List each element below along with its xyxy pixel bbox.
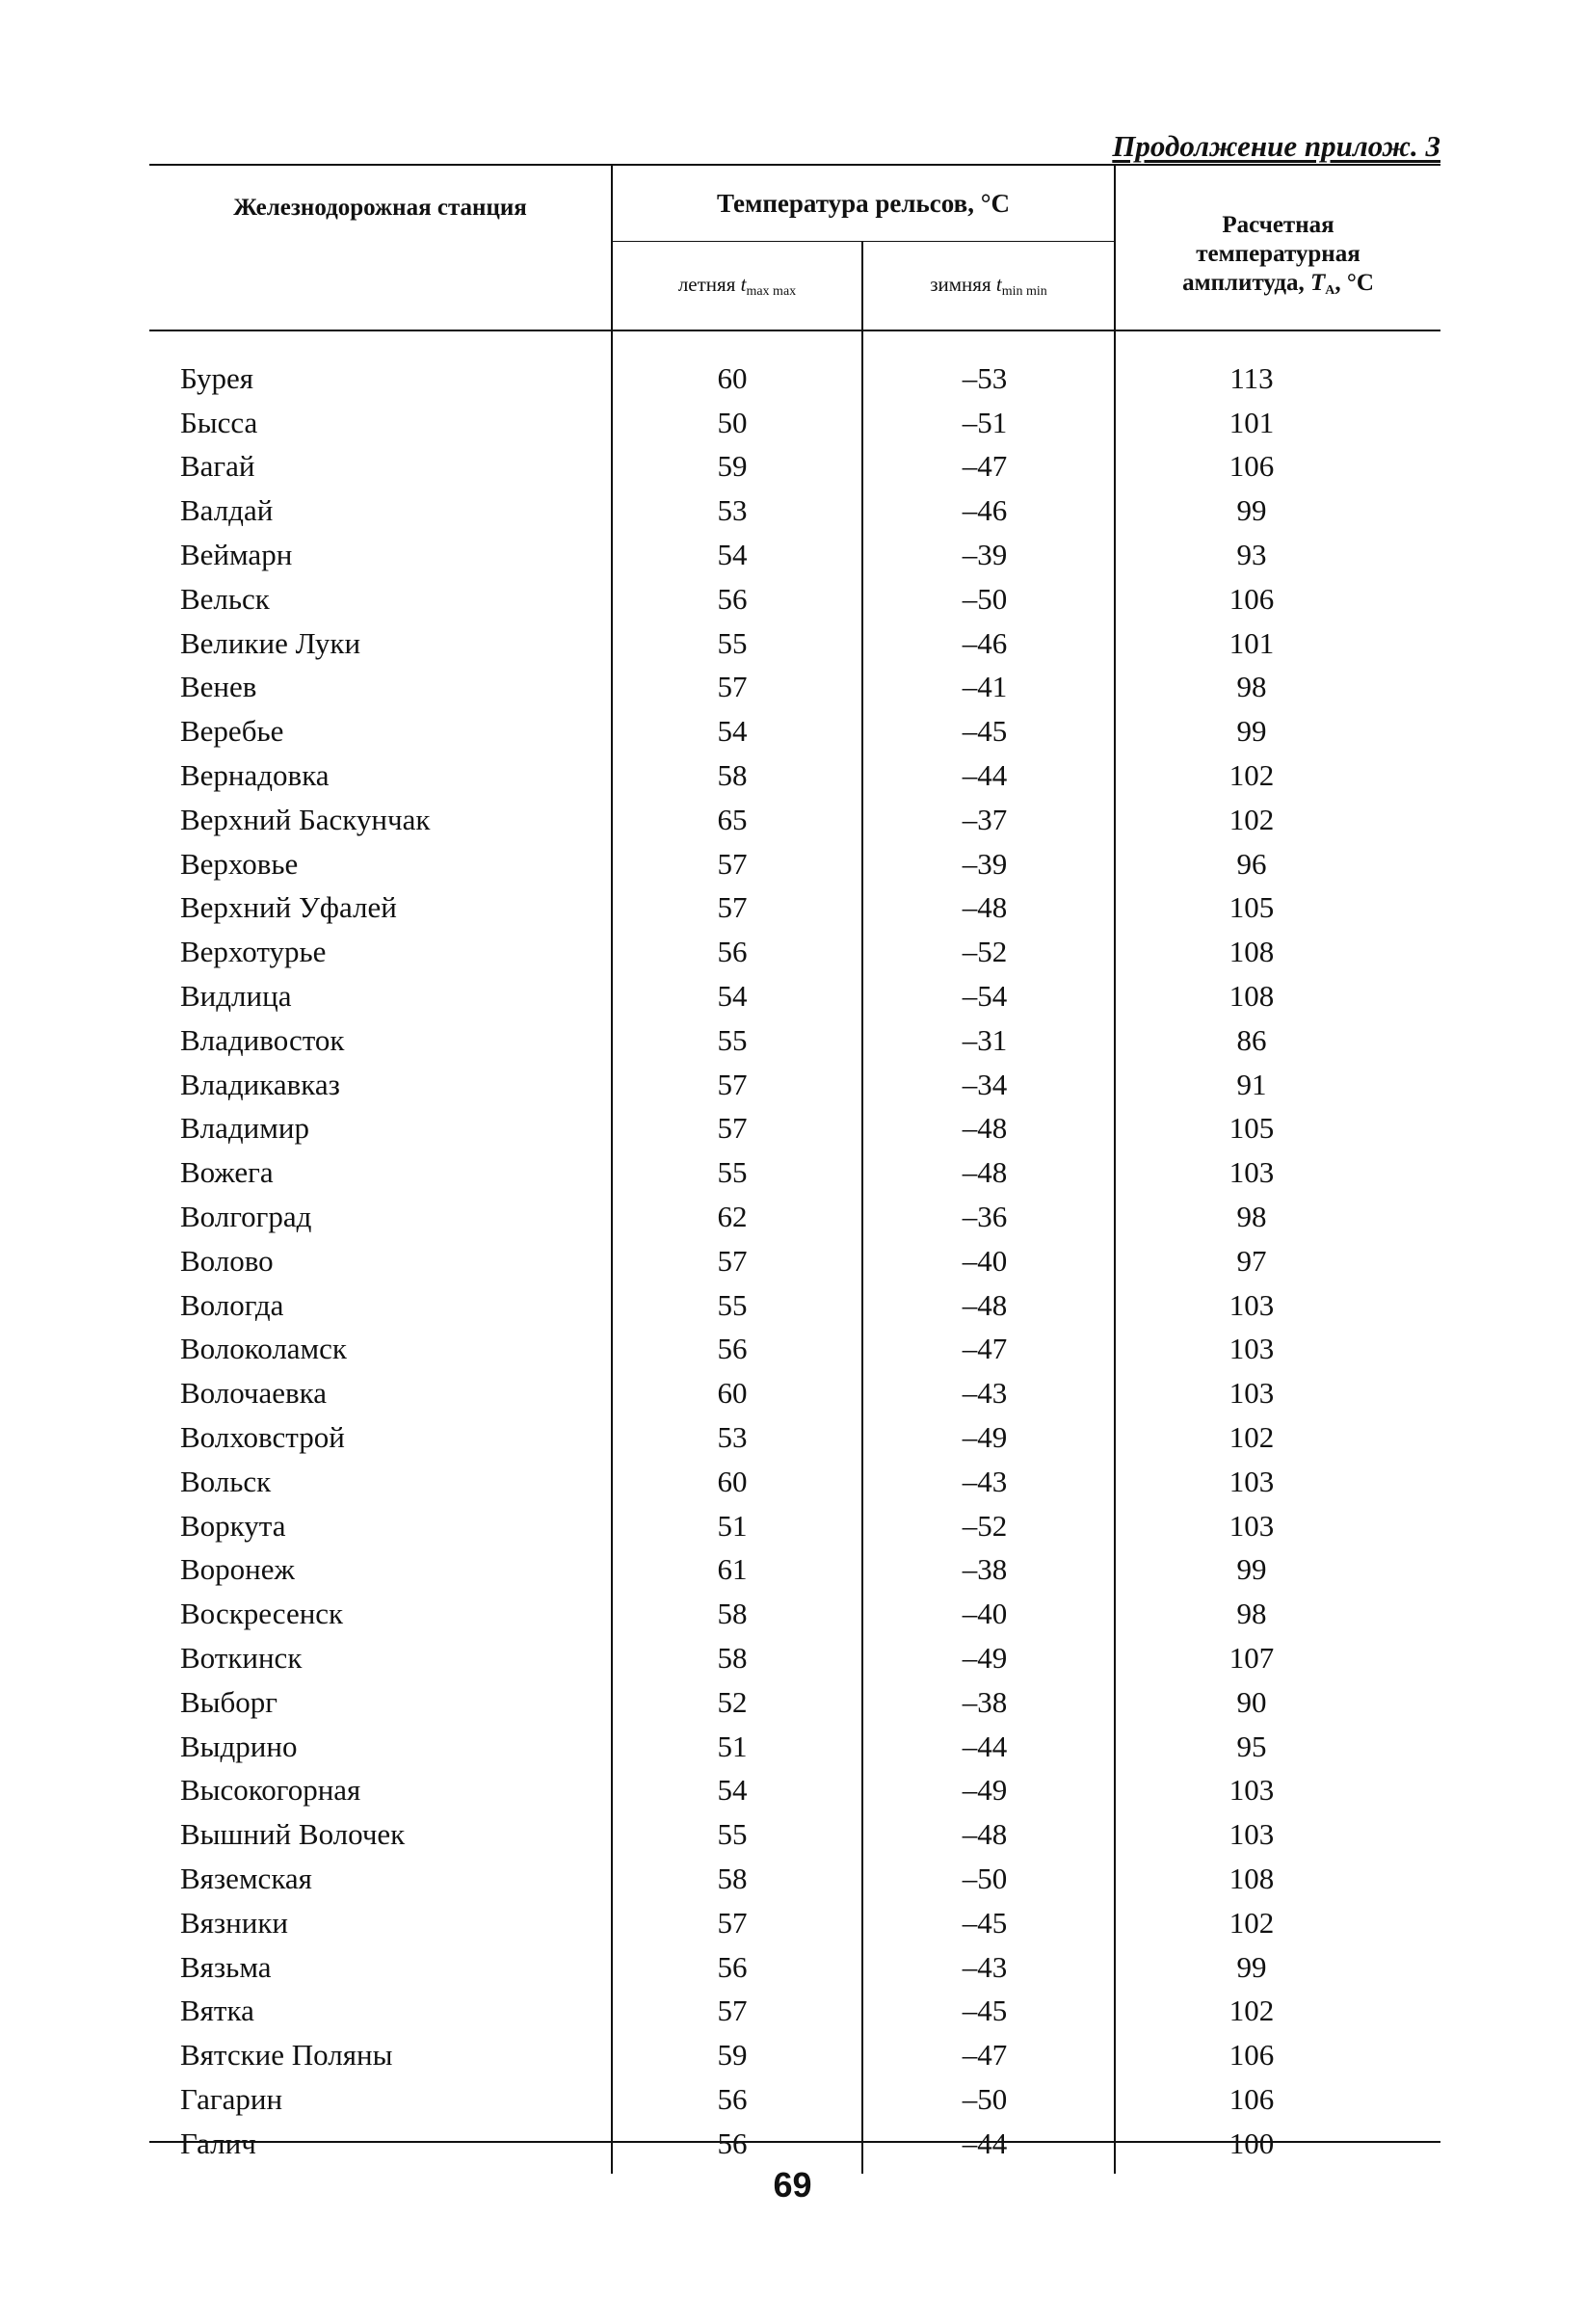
summer-temp-cell: 57 (612, 886, 862, 931)
table-row (149, 1415, 1440, 1460)
station-cell: Вятка (149, 1989, 612, 2033)
amplitude-cell: 105 (1228, 1111, 1275, 1146)
summer-temp-cell: 58 (612, 1636, 862, 1680)
amplitude-cell: 103 (1228, 1376, 1275, 1411)
winter-temp-cell: –48 (862, 886, 1115, 931)
summer-temp-cell: 57 (612, 1989, 862, 2033)
summer-temp-cell: 54 (612, 974, 862, 1018)
summer-temp-cell: 60 (612, 1371, 862, 1415)
table-row (149, 1460, 1440, 1504)
summer-temp-cell: 57 (612, 1239, 862, 1283)
winter-temp-cell: –31 (862, 1018, 1115, 1063)
table-row (149, 1636, 1440, 1680)
header-amplitude-unit: , °С (1334, 270, 1374, 296)
winter-temp-cell: –46 (862, 489, 1115, 533)
summer-temp-cell: 57 (612, 666, 862, 710)
amplitude-cell: 103 (1228, 1817, 1275, 1852)
winter-temp-cell: –50 (862, 1857, 1115, 1901)
table-row (149, 445, 1440, 489)
header-amplitude-line1: Расчетная (1222, 212, 1334, 238)
station-cell: Вышний Волочек (149, 1812, 612, 1857)
header-summer (612, 242, 862, 330)
table-row (149, 577, 1440, 621)
amplitude-cell: 113 (1229, 360, 1274, 395)
station-cell: Валдай (149, 489, 612, 533)
amplitude-cell: 102 (1228, 1905, 1275, 1940)
table-row (149, 1812, 1440, 1857)
station-cell: Воскресенск (149, 1592, 612, 1636)
summer-temp-cell: 56 (612, 2122, 862, 2174)
table-row (149, 974, 1440, 1018)
winter-temp-cell: –40 (862, 1592, 1115, 1636)
amplitude-cell: 102 (1228, 758, 1275, 793)
amplitude-cell: 103 (1228, 1155, 1275, 1190)
table-row (149, 1592, 1440, 1636)
station-cell: Венев (149, 666, 612, 710)
winter-temp-cell: –46 (862, 621, 1115, 666)
amplitude-cell: 95 (1236, 1729, 1267, 1763)
summer-temp-cell: 61 (612, 1548, 862, 1593)
station-cell: Верховье (149, 842, 612, 886)
winter-temp-cell: –53 (862, 357, 1115, 401)
winter-temp-cell: –39 (862, 842, 1115, 886)
amplitude-cell: 102 (1228, 802, 1275, 836)
winter-temp-cell: –49 (862, 1415, 1115, 1460)
summer-temp-cell: 62 (612, 1195, 862, 1239)
table-row (149, 1680, 1440, 1725)
table-row (149, 930, 1440, 974)
station-cell: Волховстрой (149, 1415, 612, 1460)
winter-temp-cell: –50 (862, 2077, 1115, 2122)
winter-temp-cell: –48 (862, 1283, 1115, 1328)
amplitude-cell: 98 (1236, 1597, 1267, 1631)
station-cell: Выборг (149, 1680, 612, 1725)
station-cell: Волочаевка (149, 1371, 612, 1415)
winter-temp-cell: –43 (862, 1460, 1115, 1504)
table-bottom-rule (149, 2141, 1440, 2143)
winter-temp-cell: –52 (862, 930, 1115, 974)
amplitude-cell: 91 (1236, 1067, 1267, 1101)
winter-temp-cell: –51 (862, 401, 1115, 445)
table-row (149, 357, 1440, 401)
amplitude-cell: 108 (1228, 1861, 1275, 1895)
amplitude-cell: 100 (1228, 2126, 1275, 2160)
summer-temp-cell: 55 (612, 1018, 862, 1063)
summer-temp-cell: 55 (612, 1283, 862, 1328)
station-cell: Вязники (149, 1901, 612, 1945)
summer-temp-cell: 58 (612, 753, 862, 798)
winter-temp-cell: –49 (862, 1636, 1115, 1680)
table-row (149, 1018, 1440, 1063)
amplitude-cell: 108 (1228, 935, 1275, 969)
amplitude-cell: 105 (1228, 890, 1275, 925)
header-amplitude-line2: температурная (1196, 241, 1360, 267)
winter-temp-cell: –48 (862, 1150, 1115, 1195)
winter-temp-cell: –34 (862, 1063, 1115, 1107)
station-cell: Видлица (149, 974, 612, 1018)
station-cell: Вольск (149, 1460, 612, 1504)
amplitude-cell: 98 (1236, 670, 1267, 704)
header-amplitude-symbol-sub: A (1325, 283, 1335, 298)
station-cell: Волгоград (149, 1195, 612, 1239)
winter-temp-cell: –36 (862, 1195, 1115, 1239)
station-cell: Веймарн (149, 533, 612, 577)
summer-temp-cell: 51 (612, 1725, 862, 1769)
summer-temp-cell: 58 (612, 1857, 862, 1901)
station-cell: Галич (149, 2122, 612, 2174)
summer-temp-cell: 60 (612, 357, 862, 401)
summer-temp-cell: 53 (612, 1415, 862, 1460)
page-number: 69 (773, 2165, 812, 2205)
summer-temp-cell: 56 (612, 930, 862, 974)
table-row (149, 1150, 1440, 1195)
station-cell: Владикавказ (149, 1063, 612, 1107)
amplitude-cell: 99 (1236, 714, 1267, 749)
station-cell: Бысса (149, 401, 612, 445)
table-row (149, 798, 1440, 842)
table-body (149, 330, 1440, 2174)
winter-temp-cell: –47 (862, 1328, 1115, 1372)
amplitude-cell: 90 (1236, 1684, 1267, 1719)
winter-temp-cell: –48 (862, 1107, 1115, 1151)
winter-temp-cell: –45 (862, 1901, 1115, 1945)
amplitude-cell: 103 (1228, 1287, 1275, 1322)
header-winter-symbol: t (995, 272, 1002, 296)
station-cell: Веребье (149, 709, 612, 753)
summer-temp-cell: 56 (612, 1945, 862, 1990)
amplitude-cell: 86 (1236, 1022, 1267, 1057)
winter-temp-cell: –41 (862, 666, 1115, 710)
table-row (149, 1239, 1440, 1283)
winter-temp-cell: –45 (862, 1989, 1115, 2033)
winter-temp-cell: –38 (862, 1680, 1115, 1725)
header-rail-temperature: Температура рельсов, °С (612, 165, 1115, 242)
header-amplitude (1115, 165, 1440, 330)
station-cell: Владивосток (149, 1018, 612, 1063)
winter-temp-cell: –44 (862, 753, 1115, 798)
winter-temp-cell: –40 (862, 1239, 1115, 1283)
summer-temp-cell: 57 (612, 1901, 862, 1945)
table-row (149, 1195, 1440, 1239)
summer-temp-cell: 59 (612, 2033, 862, 2077)
table-row (149, 1283, 1440, 1328)
amplitude-cell: 97 (1236, 1243, 1267, 1278)
summer-temp-cell: 55 (612, 1812, 862, 1857)
winter-temp-cell: –44 (862, 1725, 1115, 1769)
winter-temp-cell: –43 (862, 1371, 1115, 1415)
amplitude-cell: 106 (1228, 2038, 1275, 2073)
station-cell: Вагай (149, 445, 612, 489)
table-row (149, 533, 1440, 577)
amplitude-cell: 103 (1228, 1508, 1275, 1543)
header-summer-symbol: t (740, 272, 747, 296)
winter-temp-cell: –54 (862, 974, 1115, 1018)
winter-temp-cell: –47 (862, 2033, 1115, 2077)
summer-temp-cell: 54 (612, 533, 862, 577)
station-cell: Бурея (149, 357, 612, 401)
table-row (149, 489, 1440, 533)
amplitude-cell: 102 (1228, 1420, 1275, 1455)
amplitude-cell: 106 (1228, 449, 1275, 484)
amplitude-cell: 106 (1228, 2081, 1275, 2116)
table-row (149, 2077, 1440, 2122)
header-winter (862, 242, 1115, 330)
station-cell: Вернадовка (149, 753, 612, 798)
winter-temp-cell: –49 (862, 1769, 1115, 1813)
table-row (149, 666, 1440, 710)
amplitude-cell: 103 (1228, 1773, 1275, 1808)
amplitude-cell: 102 (1228, 1994, 1275, 2028)
summer-temp-cell: 51 (612, 1504, 862, 1548)
station-cell: Верхотурье (149, 930, 612, 974)
winter-temp-cell: –44 (862, 2122, 1115, 2174)
station-cell: Воткинск (149, 1636, 612, 1680)
station-cell: Волово (149, 1239, 612, 1283)
table-row (149, 1371, 1440, 1415)
header-amplitude-line3: амплитуда, (1182, 270, 1305, 296)
amplitude-cell: 108 (1228, 979, 1275, 1014)
table-row (149, 1901, 1440, 1945)
amplitude-cell: 103 (1228, 1332, 1275, 1366)
winter-temp-cell: –48 (862, 1812, 1115, 1857)
summer-temp-cell: 57 (612, 1063, 862, 1107)
winter-temp-cell: –37 (862, 798, 1115, 842)
table-row (149, 1769, 1440, 1813)
table-row (149, 886, 1440, 931)
table-row (149, 1725, 1440, 1769)
summer-temp-cell: 54 (612, 1769, 862, 1813)
amplitude-cell: 101 (1228, 405, 1275, 439)
header-winter-label: зимняя (930, 272, 991, 296)
station-cell: Верхний Баскунчак (149, 798, 612, 842)
continuation-caption: Продолжение прилож. 3 (1112, 129, 1440, 163)
table-row (149, 753, 1440, 798)
table-row (149, 1063, 1440, 1107)
table-row (149, 1504, 1440, 1548)
amplitude-cell: 98 (1236, 1200, 1267, 1234)
table-row (149, 1107, 1440, 1151)
header-summer-label: летняя (677, 272, 736, 296)
rail-temperature-table (149, 164, 1440, 2174)
summer-temp-cell: 59 (612, 445, 862, 489)
table-row (149, 1328, 1440, 1372)
amplitude-cell: 99 (1236, 1949, 1267, 1984)
amplitude-cell: 107 (1228, 1641, 1275, 1675)
station-cell: Вельск (149, 577, 612, 621)
table-row (149, 1857, 1440, 1901)
winter-temp-cell: –52 (862, 1504, 1115, 1548)
station-cell: Верхний Уфалей (149, 886, 612, 931)
winter-temp-cell: –45 (862, 709, 1115, 753)
station-cell: Выдрино (149, 1725, 612, 1769)
summer-temp-cell: 55 (612, 1150, 862, 1195)
table-row (149, 1945, 1440, 1990)
winter-temp-cell: –39 (862, 533, 1115, 577)
summer-temp-cell: 56 (612, 577, 862, 621)
table-row (149, 401, 1440, 445)
station-cell: Вожега (149, 1150, 612, 1195)
summer-temp-cell: 50 (612, 401, 862, 445)
station-cell: Вятские Поляны (149, 2033, 612, 2077)
amplitude-cell: 103 (1228, 1464, 1275, 1498)
summer-temp-cell: 65 (612, 798, 862, 842)
amplitude-cell: 96 (1236, 846, 1267, 881)
station-cell: Вязьма (149, 1945, 612, 1990)
spacer-row (149, 330, 1440, 357)
table-header (149, 165, 1440, 330)
station-cell: Высокогорная (149, 1769, 612, 1813)
table-row (149, 709, 1440, 753)
station-cell: Владимир (149, 1107, 612, 1151)
summer-temp-cell: 58 (612, 1592, 862, 1636)
station-cell: Гагарин (149, 2077, 612, 2122)
amplitude-cell: 99 (1236, 493, 1267, 528)
header-winter-sub: min min (1001, 283, 1047, 299)
winter-temp-cell: –43 (862, 1945, 1115, 1990)
winter-temp-cell: –47 (862, 445, 1115, 489)
amplitude-cell: 101 (1228, 625, 1275, 660)
amplitude-cell: 106 (1228, 581, 1275, 616)
winter-temp-cell: –38 (862, 1548, 1115, 1593)
summer-temp-cell: 60 (612, 1460, 862, 1504)
summer-temp-cell: 52 (612, 1680, 862, 1725)
header-summer-sub: max max (746, 283, 797, 299)
summer-temp-cell: 55 (612, 621, 862, 666)
header-station: Железнодорожная станция (149, 165, 612, 330)
station-cell: Воронеж (149, 1548, 612, 1593)
table-row (149, 1548, 1440, 1593)
table-row (149, 842, 1440, 886)
station-cell: Вологда (149, 1283, 612, 1328)
amplitude-cell: 99 (1236, 1552, 1267, 1587)
header-amplitude-symbol: T (1309, 270, 1326, 296)
station-cell: Великие Луки (149, 621, 612, 666)
table-row (149, 1989, 1440, 2033)
amplitude-cell: 93 (1236, 538, 1267, 572)
table-row (149, 621, 1440, 666)
station-cell: Вяземская (149, 1857, 612, 1901)
station-cell: Воркута (149, 1504, 612, 1548)
summer-temp-cell: 53 (612, 489, 862, 533)
summer-temp-cell: 56 (612, 1328, 862, 1372)
summer-temp-cell: 54 (612, 709, 862, 753)
summer-temp-cell: 57 (612, 1107, 862, 1151)
winter-temp-cell: –50 (862, 577, 1115, 621)
summer-temp-cell: 57 (612, 842, 862, 886)
table-row (149, 2033, 1440, 2077)
summer-temp-cell: 56 (612, 2077, 862, 2122)
station-cell: Волоколамск (149, 1328, 612, 1372)
